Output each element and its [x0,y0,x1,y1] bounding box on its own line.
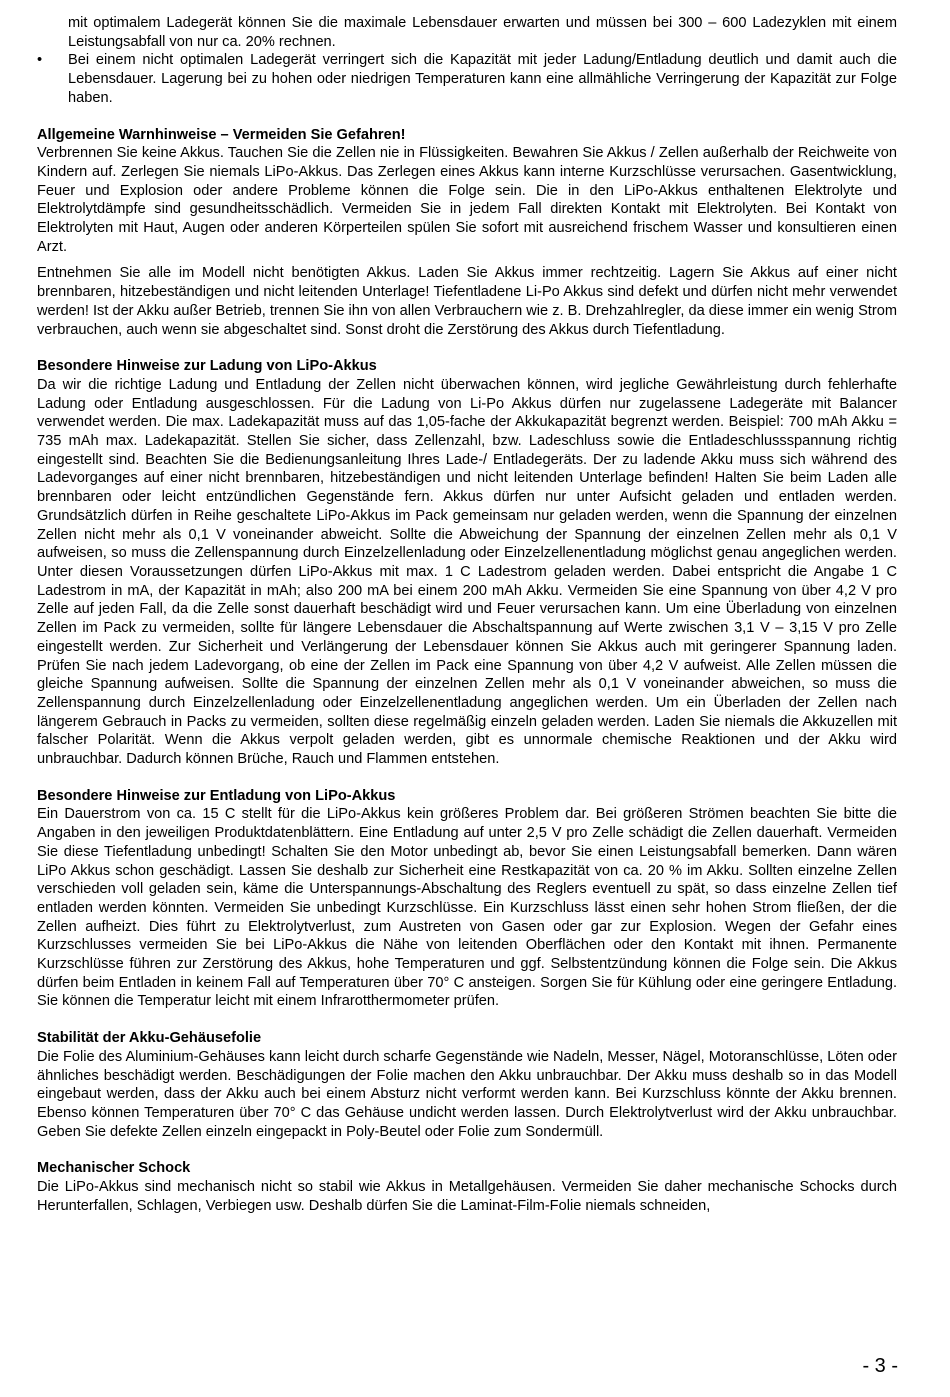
page-number: - 3 - [862,1355,898,1377]
section-heading: Allgemeine Warnhinweise – Vermeiden Sie Gefahren! [37,126,406,143]
list-item-text: Bei einem nicht optimalen Ladegerät verringert sich die Kapazität mit jeder Ladung/Entladung deutlich und damit auch die Lebensdauer. Lagerung bei zu hohen oder niedrigen Temperaturen kann eine allmähliche Verringerung der Kapazität zur Folge haben. [68,52,897,106]
paragraph: Entnehmen Sie alle im Modell nicht benötigten Akkus. Laden Sie Akkus immer rechtzeitig. Lagern Sie Akkus auf einer nicht brennbaren, hitzebeständigen und nicht leitenden Unterlage! Tiefentladene Li-Po Akkus sind defekt und dürfen nicht mehr verwendet werden! Ist der Akku außer Betrieb, trennen Sie ihn von allen Verbrauchern wie z. B. Drehzahlregler, da diese immer ein wenig Strom verbrauchen, auch wenn sie abgeschaltet sind. Sonst droht die Zerstörung des Akkus durch Tiefentladung. [37,265,897,338]
paragraph: Da wir die richtige Ladung und Entladung der Zellen nicht überwachen können, wird jegliche Gewährleistung durch fehlerhafte Ladung oder Entladung ausgeschlossen. Für die Ladung von Li-Po Akkus dürfen nur zugelassene Ladegeräte mit Balancer verwendet werden. Die max. Ladekapazität muss auf das 1,05-fache der Akkukapazität begrenzt werden. Beispiel: 700 mAh Akku = 735 mAh max. Ladekapazität. Stellen Sie sicher, dass Zellenzahl, bzw. Ladeschluss sowie die Entladeschlussspannung richtig eingestellt sind. Beachten Sie die Bedienungsanleitung Ihres Lade-/ Entladegeräts. Der zu ladende Akku muss sich während des Ladevorganges auf einer nicht brennbaren, hitzebeständigen und nicht leitenden Unterlage befinden! Halten Sie beim Laden alle brennbaren oder leicht entzündlichen Gegenstände fern. Akkus dürfen nur unter Aufsicht geladen und entladen werden. Grundsätzlich dürfen in Reihe geschaltete LiPo-Akkus im Pack gemeinsam nur geladen werden, wenn die Spannung der einzelnen Zellen nicht mehr als 0,1 V voneinander abweicht. Sollte die Abweichung der Spannung der einzelnen Zellen mehr als 0,1 V aufweisen, so muss die Zellenspannung durch Einzelzellenladung oder Einzelzellenentladung möglichst genau angeglichen werden. Unter diesen Voraussetzungen dürfen LiPo-Akkus mit max. 1 C Ladestrom geladen werden. Dabei entspricht die Angabe 1 C Ladestrom in mA, der Kapazität in mAh; also 200 mA bei einem 200 mAh Akku. Vermeiden Sie eine Spannung von über 4,2 V pro Zelle auf jeden Fall, da die Zelle sonst dauerhaft beschädigt wird und Feuer verursachen kann. Um eine Überladung von einzelnen Zellen im Pack zu vermeiden, sollte für längere Lebensdauer die Abschaltspannung auf Werte zwischen 3,1 V – 3,15 V pro Zelle eingestellt werden. Zur Sicherheit und Verlängerung der Lebensdauer können Sie Akkus auch mit geringerer Spannung laden. Prüfen Sie nach jedem Ladevorgang, ob eine der Zellen im Pack eine Spannung von über 4,2 V aufweist. Alle Zellen müssen die gleiche Spannung aufweisen. Sollte die Spannung der einzelnen Zellen mehr als 0,1 V voneinander abweichen, so muss die Zellenspannung durch Einzelzellenladung oder Einzelzellenentladung angeglichen werden. Um ein Überladen der Zellen nach längerem Gebrauch in Packs zu vermeiden, sollten diese regelmäßig einzeln geladen werden. Laden Sie niemals die Akkuzellen mit falscher Polarität. Wenn die Akkus verpolt geladen werden, gibt es unnormale chemische Reaktionen und der Akku wird unbrauchbar. Dadurch können Brüche, Rauch und Flammen entstehen. [37,376,897,768]
section-housing-foil [37,1029,897,1141]
list-item [37,51,897,107]
section-charging [37,357,897,768]
section-general-warnings [37,126,897,340]
document-page [37,14,897,1215]
section-discharging [37,787,897,1011]
paragraph: Die Folie des Aluminium-Gehäuses kann leicht durch scharfe Gegenstände wie Nadeln, Messer, Nägel, Motoranschlüsse, Löten oder ähnliches beschädigt werden. Beschädigungen der Folie machen den Akku unbrauchbar. Der Akku muss deshalb so in das Modell eingebaut werden, dass der Akku auch bei einem Absturz nicht verformt werden kann. Bei Kurzschluss könnte der Akku brennen. Ebenso können Temperaturen über 70° C das Gehäuse undicht werden lassen. Durch Elektrolytverlust wird der Akku unbrauchbar. Geben Sie defekte Zellen einzeln eingepackt in Poly-Beutel oder Folie zum Sondermüll. [37,1048,897,1140]
bullet-marker: • [37,52,43,69]
section-heading: Stabilität der Akku-Gehäusefolie [37,1030,262,1047]
section-heading: Besondere Hinweise zur Entladung von LiPo-Akkus [37,787,396,804]
list-item-text: mit optimalem Ladegerät können Sie die maximale Lebensdauer erwarten und müssen bei 300 – 600 Ladezyklen mit einem Leistungsabfall von nur ca. 20% rechnen. [68,15,897,50]
bullet-list [37,14,897,108]
list-item [37,14,897,51]
paragraph: Die LiPo-Akkus sind mechanisch nicht so stabil wie Akkus in Metallgehäusen. Vermeiden Sie daher mechanische Schocks durch Herunterfallen, Schlagen, Verbiegen usw. Deshalb dürfen Sie die Laminat-Film-Folie niemals schneiden, [37,1179,897,1214]
section-mechanical-shock [37,1159,897,1215]
paragraph: Ein Dauerstrom von ca. 15 C stellt für die LiPo-Akkus kein größeres Problem dar. Bei größeren Strömen beachten Sie bitte die Angaben in den jeweiligen Produktdatenblättern. Eine Entladung auf unter 2,5 V pro Zelle schädigt die Zellen dauerhaft. Vermeiden Sie diese Tiefentladung unbedingt! Schalten Sie den Motor unbedingt ab, bevor Sie einen Leistungsabfall bemerken. Dann wären LiPo Akkus schon geschädigt. Lassen Sie deshalb zur Sicherheit eine Restkapazität von ca. 20 % im Akku. Sollten einzelne Zellen verschieden voll geladen sein, käme die Unterspannungs-Abschaltung des Reglers eventuell zu spät, so dass einzelne Zellen tief entladen werden könnten. Vermeiden Sie unbedingt Kurzschlüsse. Ein Kurzschluss lässt einen sehr hohen Strom fließen, der die Zellen aufheizt. Dies führt zu Elektrolytverlust, zum Austreten von Gasen oder gar zur Explosion. Wegen der Gefahr eines Kurzschlusses vermeiden Sie bei LiPo-Akkus die Nähe von leitenden Oberflächen oder den Kontakt mit ihnen. Permanente Kurzschlüsse führen zur Zerstörung des Akkus, hohe Temperaturen und ggf. Selbstentzündung können die Folge sein. Die Akkus dürfen beim Entladen in keinem Fall auf Temperaturen über 70° C ansteigen. Sorgen Sie für Kühlung oder eine geringere Entladung. Sie können die Temperatur leicht mit einem Infrarotthermometer prüfen. [37,806,897,1010]
section-heading: Besondere Hinweise zur Ladung von LiPo-Akkus [37,358,377,375]
section-heading: Mechanischer Schock [37,1160,191,1177]
paragraph: Verbrennen Sie keine Akkus. Tauchen Sie die Zellen nie in Flüssigkeiten. Bewahren Sie Akkus / Zellen außerhalb der Reichweite von Kindern auf. Zerlegen Sie niemals LiPo-Akkus. Das Zerlegen eines Akkus kann interne Kurzschlüsse verursachen. Gasentwicklung, Feuer und Explosion oder andere Probleme können die Folge sein. Die in den LiPo-Akkus enthaltenen Elektrolyte und Elektrolytdämpfe sind gesundheitsschädlich. Vermeiden Sie in jedem Fall direkten Kontakt mit Elektrolyten. Bei Kontakt von Elektrolyten mit Haut, Augen oder anderen Körperteilen spülen Sie sofort mit ausreichend frischem Wasser und konsultieren einen Arzt. [37,145,897,255]
